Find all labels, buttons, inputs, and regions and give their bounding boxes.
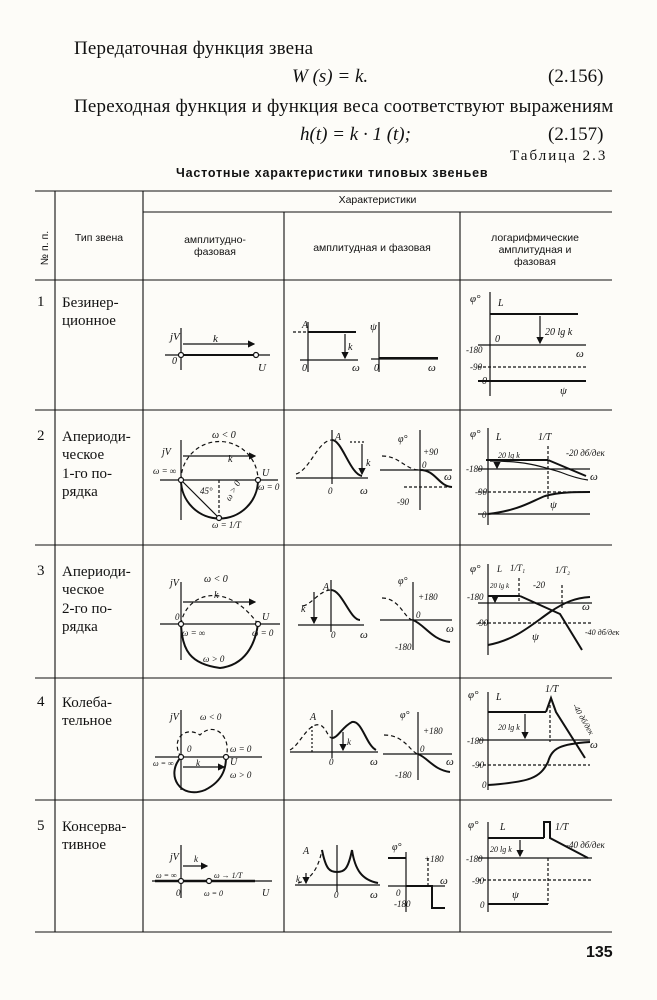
row1-psi2: ψ bbox=[560, 385, 567, 397]
row5-phi-log: φ° bbox=[468, 819, 479, 831]
row4-jv: jV bbox=[170, 712, 179, 723]
row5-zero: 0 bbox=[176, 888, 181, 898]
row2-log-plot bbox=[478, 428, 590, 525]
row4-m180: -180 bbox=[467, 736, 484, 746]
row4-k-af: k bbox=[347, 737, 351, 747]
row5-w1t: ω → 1/T bbox=[214, 871, 243, 880]
row3-slope: -40 дб/дек bbox=[585, 628, 620, 637]
header-characteristics: Характеристики bbox=[338, 194, 417, 206]
row4-phi-log: φ° bbox=[468, 689, 479, 701]
row5-jv: jV bbox=[170, 852, 179, 863]
row5-slope: -40 дб/дек bbox=[566, 840, 605, 850]
row3-m180: -180 bbox=[395, 642, 412, 652]
row2-p90: +90 bbox=[423, 447, 439, 457]
row1-omega-b: ω bbox=[428, 362, 436, 374]
row4-k: k bbox=[196, 758, 200, 768]
row5-20lgk: 20 lg k bbox=[490, 845, 512, 854]
row1-af-plot bbox=[293, 322, 438, 372]
row3-m180: -180 bbox=[467, 592, 484, 602]
row5-k-af: k bbox=[296, 874, 300, 884]
row4-omega3: ω bbox=[590, 739, 598, 751]
row4-wgt0: ω > 0 bbox=[230, 770, 252, 780]
row2-name-line2: ческое bbox=[62, 447, 105, 464]
intro-line-2: Переходная функция и функция веса соответствуют выражениям bbox=[74, 96, 614, 117]
row3-invt2: 1/T₂ bbox=[555, 565, 571, 575]
row2-winf: ω = ∞ bbox=[153, 466, 177, 476]
row2-psi: ψ bbox=[550, 499, 557, 511]
row5-a: A bbox=[303, 846, 310, 857]
row4-wlt0: ω < 0 bbox=[200, 712, 222, 722]
intro-line-1: Передаточная функция звена bbox=[74, 38, 314, 59]
row1-m180: -180 bbox=[466, 345, 483, 355]
row4-m180: -180 bbox=[395, 770, 412, 780]
row2-m90: -90 bbox=[397, 497, 409, 507]
row1-zero-label: 0 bbox=[172, 356, 177, 367]
row2-omega-c: ω bbox=[590, 471, 598, 483]
row2-m90b: -90 bbox=[475, 487, 487, 497]
row1-omega-a: ω bbox=[352, 362, 360, 374]
row5-m90: -90 bbox=[472, 876, 484, 886]
row2-l: L bbox=[496, 432, 502, 443]
table-title: Частотные характеристики типовых звеньев bbox=[176, 166, 489, 180]
header-afc: амплитудно-фазовая bbox=[184, 234, 246, 259]
header-af: амплитудная и фазовая bbox=[313, 242, 431, 254]
row2-name bbox=[62, 428, 131, 501]
row4-name-line2: тельное bbox=[62, 713, 112, 730]
row2-jv-label: jV bbox=[162, 447, 171, 458]
row3-omega: ω bbox=[360, 629, 368, 641]
row2-omega-b: ω bbox=[444, 471, 452, 483]
row4-20lgk: 20 lg k bbox=[498, 723, 520, 732]
header-log: логарифмические амплитудная и фазовая bbox=[491, 232, 579, 269]
row4-zero4: 0 bbox=[482, 780, 487, 790]
row5-u: U bbox=[262, 888, 270, 899]
row1-l-label: L bbox=[498, 298, 504, 309]
row1-zero5: 0 bbox=[482, 376, 487, 387]
table-label: Таблица 2.3 bbox=[510, 148, 608, 164]
row4-name-line1: Колеба- bbox=[62, 695, 112, 711]
row5-omega: ω bbox=[370, 889, 378, 901]
row2-m180: -180 bbox=[466, 464, 483, 474]
row2-phi: φ° bbox=[398, 434, 408, 445]
row2-k-af: k bbox=[366, 458, 371, 469]
row5-omega2: ω bbox=[440, 875, 448, 887]
row5-name bbox=[62, 818, 126, 855]
row3-name-line1: Апериоди- bbox=[62, 564, 131, 580]
row1-zero4: 0 bbox=[495, 334, 500, 345]
row4-phi: φ° bbox=[400, 710, 410, 721]
row3-name-line4: рядка bbox=[62, 618, 98, 635]
row2-zero3: 0 bbox=[482, 510, 487, 520]
row4-zero3: 0 bbox=[420, 744, 425, 754]
row1-zero2: 0 bbox=[302, 363, 307, 374]
equation-number-2: (2.157) bbox=[548, 124, 604, 145]
row4-winf: ω = ∞ bbox=[153, 759, 174, 768]
row3-k: k bbox=[214, 590, 219, 601]
row5-number: 5 bbox=[37, 818, 45, 834]
row3-k-af: k bbox=[301, 604, 306, 615]
row3-zero: 0 bbox=[175, 612, 180, 622]
row2-name-line4: рядка bbox=[62, 483, 98, 500]
row3-20lgk: 20 lg k bbox=[490, 582, 510, 590]
row5-winf: ω = ∞ bbox=[156, 871, 177, 880]
row1-k2-label: k bbox=[348, 342, 353, 353]
row1-u-label: U bbox=[258, 362, 266, 374]
row4-w0: ω = 0 bbox=[230, 744, 252, 754]
row1-name bbox=[62, 294, 119, 331]
row3-name bbox=[62, 563, 131, 636]
row3-wgt0: ω > 0 bbox=[203, 654, 225, 664]
row1-psi-label: ψ bbox=[370, 321, 377, 333]
row3-m20: -20 bbox=[533, 580, 545, 590]
row1-name-line1: Безинер- bbox=[62, 295, 119, 311]
formula-step: h(t) = k · 1 (t); bbox=[300, 124, 411, 145]
equation-number-1: (2.156) bbox=[548, 66, 604, 87]
row1-m90: -90 bbox=[470, 362, 482, 372]
row4-invt: 1/T bbox=[545, 684, 559, 695]
row3-jv: jV bbox=[170, 578, 179, 589]
row4-m90: -90 bbox=[472, 760, 484, 770]
row1-k-label: k bbox=[213, 333, 218, 345]
row5-af-plot bbox=[295, 845, 445, 912]
row2-k-label: k bbox=[228, 454, 233, 465]
row3-phi: φ° bbox=[398, 576, 408, 587]
row3-psi: ψ bbox=[532, 631, 539, 643]
row2-phi-log: φ° bbox=[470, 428, 481, 440]
row3-zero3: 0 bbox=[416, 610, 421, 620]
row5-name-line2: тивное bbox=[62, 837, 107, 854]
row4-omega: ω bbox=[370, 756, 378, 768]
header-num-label: № п. п. bbox=[38, 230, 51, 266]
row2-wlt0: ω < 0 bbox=[212, 430, 236, 441]
row1-phi-label: φ° bbox=[470, 293, 481, 305]
row1-omega-c: ω bbox=[576, 348, 584, 360]
row4-l: L bbox=[496, 692, 502, 703]
row3-name-line2: ческое bbox=[62, 582, 105, 599]
row1-number: 1 bbox=[37, 294, 45, 310]
row1-a-label: A bbox=[302, 320, 309, 331]
row2-w1t: ω = 1/T bbox=[212, 520, 241, 530]
row5-psi: ψ bbox=[512, 889, 519, 901]
row1-20lgk: 20 lg k bbox=[545, 327, 573, 338]
row3-invt1: 1/T₁ bbox=[510, 563, 526, 573]
row3-omega3: ω bbox=[582, 601, 590, 613]
row3-wlt0: ω < 0 bbox=[204, 574, 228, 585]
row2-invt: 1/T bbox=[538, 432, 552, 443]
row4-a: A bbox=[310, 712, 317, 723]
row2-omega-a: ω bbox=[360, 485, 368, 497]
row1-name-line2: ционное bbox=[62, 313, 116, 330]
row4-u: U bbox=[230, 757, 238, 768]
row4-p180: +180 bbox=[423, 726, 443, 736]
row5-phi: φ° bbox=[392, 842, 402, 853]
row3-phi-log: φ° bbox=[470, 563, 481, 575]
row5-name-line1: Консерва- bbox=[62, 819, 127, 835]
row4-number: 4 bbox=[37, 694, 45, 710]
row2-20lgk: 20 lg k bbox=[498, 451, 520, 460]
formula-transfer: W (s) = k. bbox=[292, 66, 369, 87]
row2-name-line3: 1-го по- bbox=[62, 465, 113, 482]
row2-wgt0: ω > 0 bbox=[223, 478, 243, 503]
row3-a: A bbox=[323, 582, 330, 593]
row5-m180: -180 bbox=[394, 899, 411, 909]
row5-k: k bbox=[194, 854, 198, 864]
row4-omega2: ω bbox=[446, 756, 454, 768]
row3-p180: +180 bbox=[418, 592, 438, 602]
row2-u-label: U bbox=[262, 468, 270, 479]
row5-p180: +180 bbox=[424, 854, 444, 864]
row2-af-plot bbox=[296, 430, 452, 510]
row1-zero3: 0 bbox=[374, 363, 379, 374]
row2-w0: ω = 0 bbox=[258, 482, 280, 492]
row3-m90: -90 bbox=[476, 618, 488, 628]
row3-omega2: ω bbox=[446, 623, 454, 635]
row5-zero: 0 bbox=[480, 900, 485, 910]
row4-slope: -40 дб/дек bbox=[570, 702, 596, 737]
row4-name bbox=[62, 694, 112, 731]
row2-zero: 0 bbox=[328, 486, 333, 496]
row4-zero2: 0 bbox=[329, 757, 334, 767]
row5-log-plot bbox=[478, 822, 592, 912]
row5-zero2: 0 bbox=[334, 890, 339, 900]
row3-u: U bbox=[262, 612, 270, 623]
row3-winf: ω = ∞ bbox=[182, 628, 206, 638]
row5-m180: -180 bbox=[466, 854, 483, 864]
row2-45deg: 45° bbox=[200, 486, 213, 496]
row5-invt: 1/T bbox=[555, 822, 569, 833]
row3-name-line3: 2-го по- bbox=[62, 600, 113, 617]
row2-slope: -20 дб/дек bbox=[566, 448, 605, 458]
row5-l: L bbox=[500, 822, 506, 833]
row2-a-label: A bbox=[335, 432, 342, 443]
row5-w0: ω = 0 bbox=[204, 889, 224, 898]
row2-number: 2 bbox=[37, 428, 45, 444]
row3-zero2: 0 bbox=[331, 630, 336, 640]
row2-zero2: 0 bbox=[422, 460, 427, 470]
row3-w0: ω = 0 bbox=[252, 628, 274, 638]
row3-af-plot bbox=[298, 580, 452, 650]
row3-number: 3 bbox=[37, 563, 45, 579]
row1-jv-label: jV bbox=[170, 331, 180, 343]
row2-afc-plot bbox=[160, 440, 278, 521]
page-number: 135 bbox=[586, 944, 613, 961]
row4-zero: 0 bbox=[187, 744, 192, 754]
row2-name-line1: Апериоди- bbox=[62, 429, 131, 445]
row3-l: L bbox=[497, 564, 503, 574]
row5-zero3: 0 bbox=[396, 888, 401, 898]
header-type: Тип звена bbox=[74, 232, 124, 244]
